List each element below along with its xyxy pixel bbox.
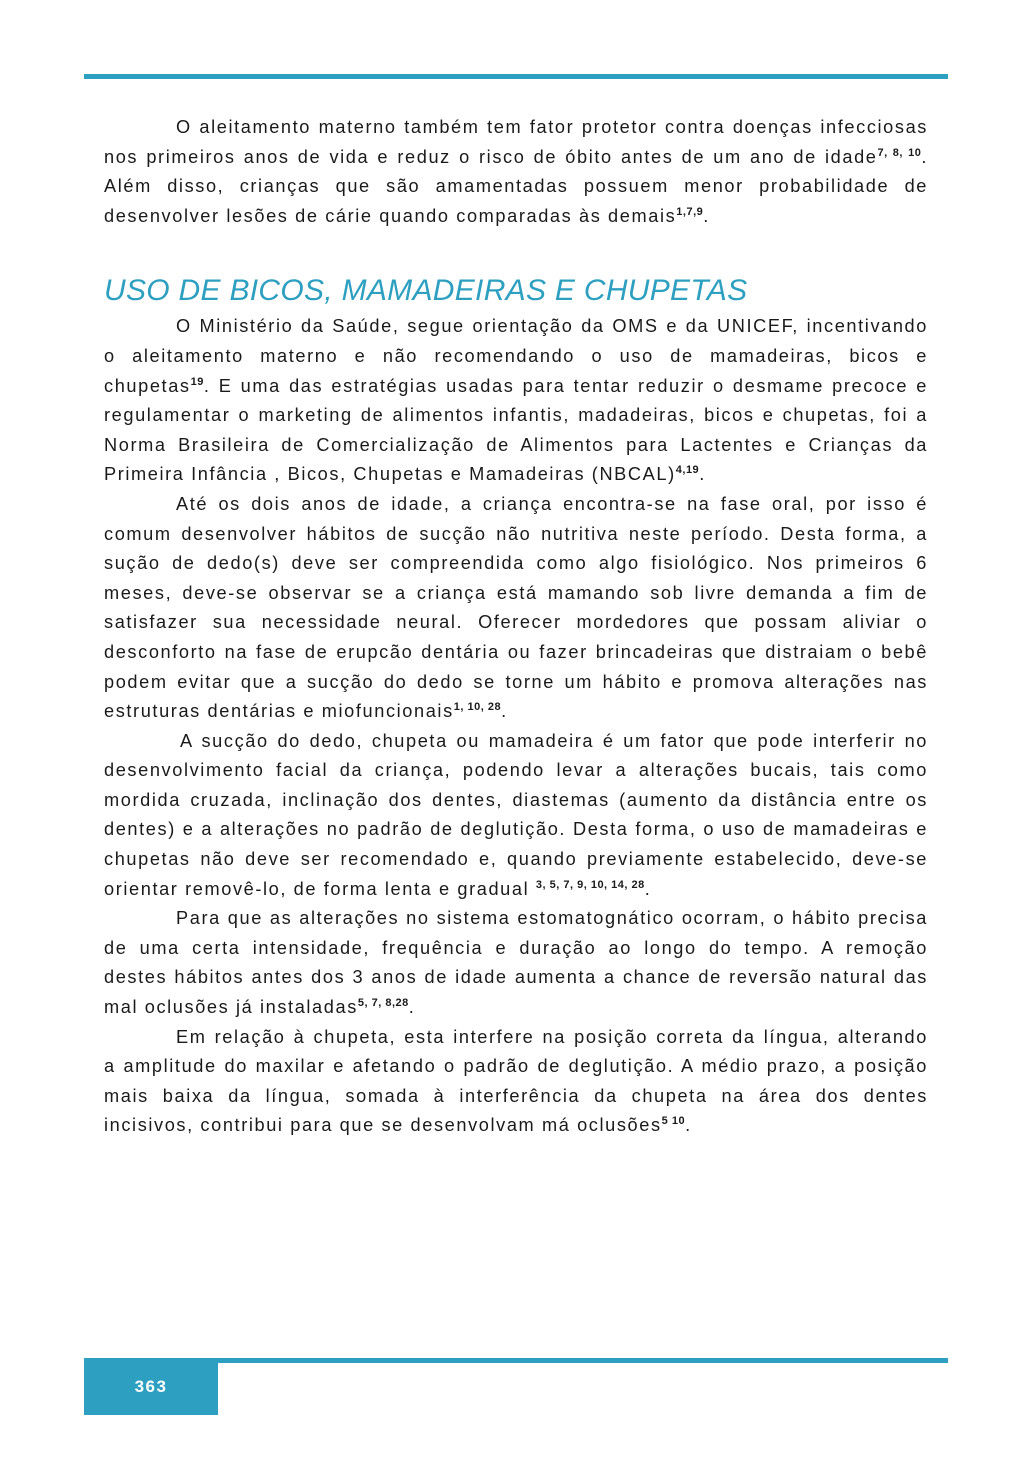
citation: 7, 8, 10 xyxy=(877,146,922,159)
section-paragraph-1 xyxy=(104,312,928,490)
paragraph-text: O Ministério da Saúde, segue orientação da OMS e da UNICEF, incentivando o aleitamento materno e não recomendando o uso de mamadeiras, bicos e chupetas xyxy=(104,316,928,396)
page-number: 363 xyxy=(134,1376,168,1396)
citation: 4,19 xyxy=(675,464,700,477)
paragraph-text: . xyxy=(703,205,710,226)
paragraph-text: . xyxy=(501,701,508,722)
header-rule xyxy=(84,74,948,79)
section-paragraph-5 xyxy=(104,1023,928,1141)
citation: 1, 10, 28 xyxy=(453,701,502,714)
section-paragraph-2 xyxy=(104,490,928,727)
paragraph-text: A sucção do dedo, chupeta ou mamadeira é um fator que pode interferir no desenvolvimento facial da criança, podendo levar a alterações bucais, tais como mordida cruzada, inclinação dos dentes, diastemas (aumento da distância entre os dentes) e a alterações no padrão de deglutição. Desta forma, o uso de mamadeiras e chupetas não deve ser recomendado e, quando previamente estabelecido, deve-se orientar removê-lo, de forma lenta e gradual xyxy=(104,730,928,899)
paragraph-text: . xyxy=(699,464,706,485)
paragraph-text: Para que as alterações no sistema estomatognático ocorram, o hábito precisa de uma certa intensidade, frequência e duração ao longo do tempo. A remoção destes hábitos antes dos 3 anos de idade aumenta a chance de reversão natural das mal oclusões já instaladas xyxy=(104,908,928,1018)
citation: 3, 5, 7, 9, 10, 14, 28 xyxy=(535,878,645,891)
citation: 1,7,9 xyxy=(676,205,704,218)
paragraph-text: . E uma das estratégias usadas para tentar reduzir o desmame precoce e regulamentar o marketing de alimentos infantis, madadeiras, bicos e chupetas, foi a Norma Brasileira de Comercialização de Alimentos para Lactentes e Crianças da Primeira Infância , Bicos, Chupetas e Mamadeiras (NBCAL) xyxy=(104,375,928,485)
paragraph-text: . Além disso, crianças que são amamentadas possuem menor probabilidade de desenvolver lesões de cárie quando comparadas às demais xyxy=(104,146,928,226)
paragraph-text: Até os dois anos de idade, a criança encontra-se na fase oral, por isso é comum desenvolver hábitos de sucção não nutritiva neste período. Desta forma, a sução de dedo(s) deve ser compreendida como algo fisiológico. Nos primeiros 6 meses, deve-se observar se a criança está mamando sob livre demanda a fim de satisfazer sua necessidade neural. Oferecer mordedores que possam aliviar o desconforto na fase de erupcão dentária ou fazer brincadeiras que distraiam o bebê podem evitar que a sucção do dedo se torne um hábito e promova alterações nas estruturas dentárias e miofuncionais xyxy=(104,493,928,722)
section-paragraph-4 xyxy=(104,904,928,1022)
paragraph-text: . xyxy=(408,997,416,1018)
section-paragraph-3 xyxy=(104,727,928,905)
page-number-box xyxy=(84,1358,218,1415)
citation: 5 10 xyxy=(661,1115,686,1128)
citation: 5, 7, 8,28 xyxy=(357,997,409,1010)
page-content xyxy=(104,113,928,1141)
paragraph-text: . xyxy=(644,878,652,899)
citation: 19 xyxy=(190,375,204,388)
paragraph-text: O aleitamento materno também tem fator protetor contra doenças infecciosas nos primeiros anos de vida e reduz o risco de óbito antes de um ano de idade xyxy=(104,117,928,167)
paragraph-text: . xyxy=(685,1115,692,1136)
paragraph-text: Em relação à chupeta, esta interfere na posição correta da língua, alterando a amplitude do maxilar e afetando o padrão de deglutição. A médio prazo, a posição mais baixa da língua, somada à interferência da chupeta na área dos dentes incisivos, contribui para que se desenvolvam má oclusões xyxy=(104,1026,928,1136)
section-heading: USO DE BICOS, MAMADEIRAS E CHUPETAS xyxy=(104,274,748,308)
intro-paragraph xyxy=(104,113,928,231)
